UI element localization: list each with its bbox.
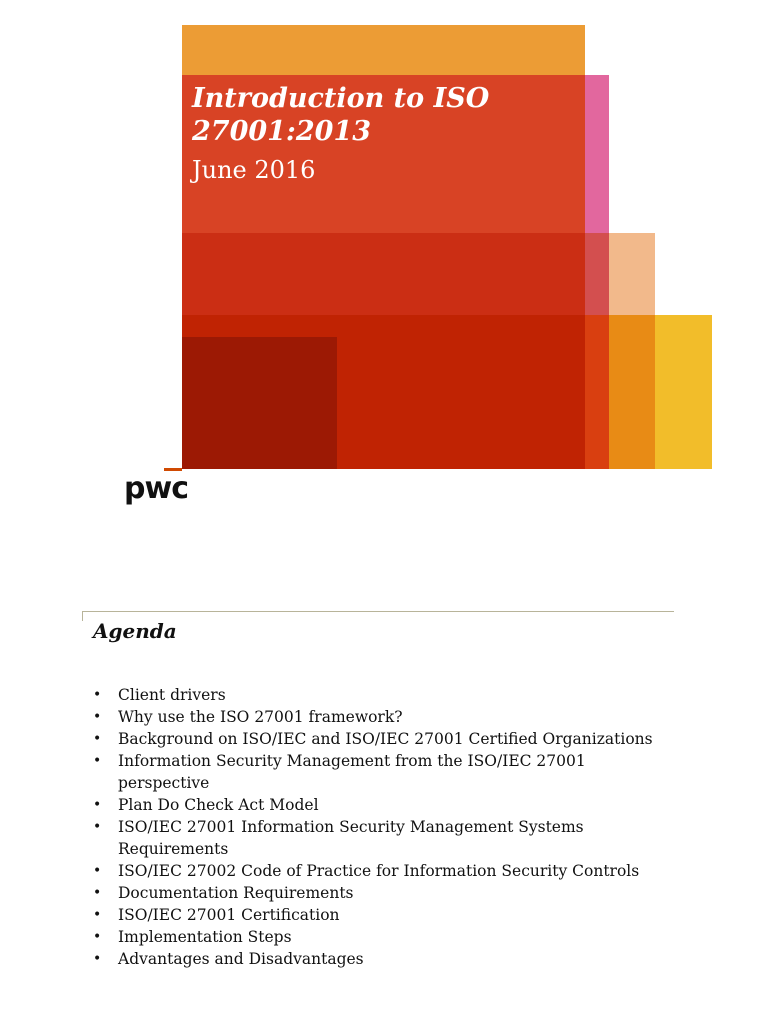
agenda-item-text: Why use the ISO 27001 framework?	[118, 708, 403, 726]
agenda-divider	[82, 611, 674, 612]
agenda-item	[93, 882, 693, 904]
bullet-icon: •	[93, 797, 102, 813]
agenda-item	[93, 904, 693, 926]
presentation-date: June 2016	[192, 156, 316, 184]
bullet-icon: •	[93, 819, 102, 835]
agenda-item-text: Documentation Requirements	[118, 884, 354, 902]
bullet-icon: •	[93, 885, 102, 901]
agenda-item-text: ISO/IEC 27001 Information Security Management Systems	[118, 818, 584, 836]
orange-top-block	[182, 25, 585, 75]
agenda-item-text: Advantages and Disadvantages	[118, 950, 364, 968]
agenda-item	[93, 860, 693, 882]
bullet-icon: •	[93, 687, 102, 703]
bullet-icon: •	[93, 907, 102, 923]
logo-wordmark: pwc	[124, 471, 188, 506]
pink-block	[585, 75, 609, 233]
agenda-item	[93, 794, 693, 816]
agenda-item-text: Plan Do Check Act Model	[118, 796, 319, 814]
agenda-item-text: ISO/IEC 27001 Certification	[118, 906, 340, 924]
pwc-logo	[124, 468, 196, 510]
bullet-icon: •	[93, 929, 102, 945]
agenda-item	[93, 728, 693, 750]
agenda-item-text: Background on ISO/IEC and ISO/IEC 27001 Certified Organizations	[118, 730, 653, 748]
red-mid-block	[182, 233, 585, 315]
agenda-item-text: Information Security Management from the ISO/IEC 27001	[118, 752, 586, 770]
title-line-1: Introduction to ISO	[192, 83, 490, 114]
amber-block	[609, 315, 655, 469]
rose-mid-block	[585, 233, 609, 315]
agenda-item	[93, 816, 693, 860]
bullet-icon: •	[93, 709, 102, 725]
agenda-item	[93, 750, 693, 794]
agenda-item	[93, 948, 693, 970]
yellow-block	[655, 315, 712, 469]
orange-low-block	[585, 315, 609, 469]
bullet-icon: •	[93, 951, 102, 967]
agenda-item-text: perspective	[118, 774, 210, 792]
agenda-heading: Agenda	[93, 619, 177, 643]
agenda-list	[93, 684, 693, 970]
agenda-item-text: Implementation Steps	[118, 928, 292, 946]
agenda-divider-tick	[82, 611, 83, 621]
agenda-item	[93, 684, 693, 706]
bullet-icon: •	[93, 731, 102, 747]
dark-red-block	[182, 337, 337, 469]
agenda-item-text: Client drivers	[118, 686, 226, 704]
agenda-section	[0, 600, 768, 1024]
peach-block	[609, 233, 655, 315]
title-line-2: 27001:2013	[192, 116, 372, 147]
presentation-title	[192, 82, 572, 148]
bullet-icon: •	[93, 753, 102, 769]
agenda-item	[93, 926, 693, 948]
agenda-item	[93, 706, 693, 728]
agenda-item-text: ISO/IEC 27002 Code of Practice for Information Security Controls	[118, 862, 640, 880]
bullet-icon: •	[93, 863, 102, 879]
agenda-item-text: Requirements	[118, 840, 229, 858]
